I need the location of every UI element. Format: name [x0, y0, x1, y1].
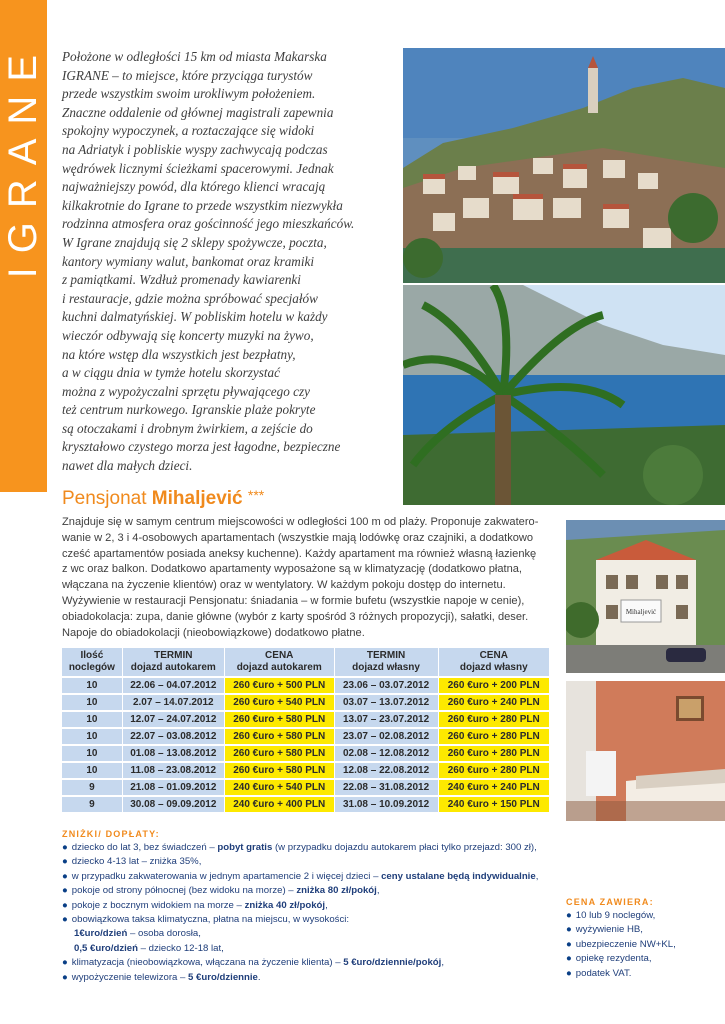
discount-item [62, 971, 562, 985]
discount-text-end: . [257, 971, 261, 983]
price-cell: 260 €uro + 280 PLN [439, 763, 550, 778]
date-cell: 13.07 – 23.07.2012 [335, 712, 439, 727]
bullet-dot-icon: ● [62, 899, 68, 911]
description-line: Wyżywienie w restauracji Pensjonatu: śniadania – w formie bufetu (wszystkie napoje w cenie), [62, 594, 525, 607]
intro-line: a w ciągu dnia w tymże hotelu skorzystać [62, 365, 280, 381]
discount-text-end: , [376, 885, 380, 897]
price-cell: 240 €uro + 540 PLN [225, 780, 335, 795]
description-line: z wc oraz balkon. Dodatkowo apartamenty wyposażone są w klimatyzację (dodatkowo płatna, [62, 563, 523, 576]
discount-highlight: pobyt gratis [217, 842, 273, 853]
bullet-dot-icon: ● [566, 967, 572, 979]
intro-line: Znaczne oddalenie od głównej magistrali zapewnia [62, 104, 334, 120]
town-hillside-photo [403, 48, 725, 283]
column-header-title: CENA [265, 650, 294, 661]
intro-line: kantory wymiany walut, bankomat oraz kramiki [62, 253, 314, 269]
column-header-subtitle: dojazd własny [352, 662, 420, 673]
date-cell: 03.07 – 13.07.2012 [335, 695, 439, 710]
discounts-list [62, 841, 562, 985]
intro-line: przede wszystkim swoim urokliwym położeniem. [62, 86, 316, 102]
intro-line: IGRANE – to miejsce, które przyciąga turystów [62, 67, 313, 83]
date-cell: 12.08 – 22.08.2012 [335, 763, 439, 778]
discount-text-end: – osoba dorosła, [127, 928, 201, 940]
includes-item [566, 909, 716, 923]
includes-item [566, 923, 716, 937]
nights-cell: 10 [62, 729, 123, 744]
description-line: Napoje do obiadokolacji (nieobowiązkowe) dodatkowo płatne. [62, 626, 365, 639]
includes-text: ubezpieczenie NW+KL, [575, 938, 676, 950]
column-header [225, 648, 335, 676]
discount-highlight: 5 €uro/dziennie [188, 971, 258, 983]
hotel-description [62, 515, 558, 641]
price-cell: 240 €uro + 240 PLN [439, 780, 550, 795]
intro-line: na Adriatyk i pobliskie wyspy zachwycają podczas [62, 141, 328, 157]
hotel-building-photo [566, 520, 725, 673]
discount-text-end: , [441, 957, 444, 969]
price-cell: 260 €uro + 200 PLN [439, 678, 550, 693]
includes-text: opiekę rezydenta, [575, 953, 652, 965]
hotel-prefix: Pensjonat [62, 488, 147, 509]
bullet-dot-icon: ● [566, 953, 572, 965]
price-includes-heading: CENA ZAWIERA: [566, 897, 654, 907]
column-header [335, 648, 439, 676]
intro-line: z pamiątkami. Wzdłuż promenady kawiarenki [62, 272, 301, 288]
discounts-heading: ZNIŻKI/ DOPŁATY: [62, 829, 160, 839]
discount-text: pokoje od strony północnej (bez widoku na morze) – [71, 885, 297, 897]
nights-cell: 10 [62, 678, 123, 693]
date-cell: 21.08 – 01.09.2012 [123, 780, 225, 795]
hotel-name: Mihaljević [151, 488, 243, 509]
destination-title: IGRANE [1, 41, 45, 279]
discount-item [62, 956, 562, 970]
nights-cell: 9 [62, 797, 123, 812]
discount-item [62, 913, 562, 927]
table-row [62, 712, 550, 727]
discount-item [62, 927, 562, 941]
price-cell: 260 €uro + 580 PLN [225, 746, 335, 761]
discount-item [62, 884, 562, 898]
hotel-room-photo [566, 681, 725, 821]
hotel-sign-text: Mihaljević [625, 608, 657, 616]
intro-line: rodzinna atmosfera oraz gościnność jego mieszkańców. [62, 216, 355, 232]
price-cell: 260 €uro + 240 PLN [439, 695, 550, 710]
includes-item [566, 967, 716, 981]
bullet-dot-icon: ● [62, 856, 68, 868]
bullet-dot-icon: ● [62, 842, 68, 853]
bullet-dot-icon: ● [566, 910, 572, 921]
intro-line: i restauracje, gdzie można spróbować specjałów [62, 290, 318, 306]
discount-highlight: zniżka 40 zł/pokój [244, 899, 326, 911]
date-cell: 02.08 – 12.08.2012 [335, 746, 439, 761]
bullet-dot-icon: ● [566, 938, 572, 950]
intro-line: wędrówek licznymi ścieżkami spacerowymi. Jednak [62, 160, 334, 176]
includes-text: wyżywienie HB, [575, 924, 643, 936]
intro-line: można z wypożyczalni sprzętu pływającego czy [62, 383, 310, 399]
price-cell: 240 €uro + 150 PLN [439, 797, 550, 812]
date-cell: 23.07 – 02.08.2012 [335, 729, 439, 744]
date-cell: 2.07 – 14.07.2012 [123, 695, 225, 710]
discount-highlight: ceny ustalane będą indywidualnie [381, 870, 536, 882]
table-row [62, 763, 550, 778]
table-row [62, 746, 550, 761]
nights-cell: 9 [62, 780, 123, 795]
bullet-dot-icon: ● [62, 870, 68, 882]
nights-cell: 10 [62, 746, 123, 761]
discount-text: dziecko do lat 3, bez świadczeń – [71, 842, 218, 853]
discount-text-end: , [535, 870, 539, 882]
intro-line: najważniejszy powód, dla którego klienci wracają [62, 179, 326, 195]
price-cell: 260 €uro + 280 PLN [439, 746, 550, 761]
date-cell: 31.08 – 10.09.2012 [335, 797, 439, 812]
description-line: obiadokolacja: zupa, danie główne (wybór z karty spośród 3 różnych propozycji), sałatki, deser. [62, 610, 529, 623]
price-cell: 260 €uro + 280 PLN [439, 712, 550, 727]
nights-cell: 10 [62, 763, 123, 778]
date-cell: 22.07 – 03.08.2012 [123, 729, 225, 744]
table-row [62, 729, 550, 744]
bullet-dot-icon: ● [62, 971, 68, 983]
includes-item [566, 938, 716, 952]
column-header-subtitle: dojazd własny [459, 662, 528, 673]
hotel-stars: *** [247, 487, 265, 503]
includes-text: podatek VAT. [575, 967, 632, 979]
column-header [123, 648, 225, 676]
includes-item [566, 952, 716, 966]
intro-line: są otoczakami i drobnym żwirkiem, a zejście do [62, 420, 313, 436]
discount-item [62, 855, 562, 869]
discount-text: pokoje z bocznym widokiem na morze – [71, 899, 245, 911]
discount-text: wypożyczenie telewizora – [71, 971, 189, 983]
column-header-title: TERMIN [366, 650, 406, 661]
discount-text: dziecko 4-13 lat – zniżka 35%, [71, 856, 202, 868]
sidebar-banner [0, 0, 47, 492]
date-cell: 22.08 – 31.08.2012 [335, 780, 439, 795]
column-header-title: TERMIN [154, 650, 193, 661]
discount-item [62, 942, 562, 956]
intro-line: Położone w odległości 15 km od miasta Makarska [62, 49, 327, 64]
intro-line: też centrum nurkowego. Igranskie plaże pokryte [62, 402, 316, 418]
date-cell: 22.06 – 04.07.2012 [123, 678, 225, 693]
discount-highlight: 0,5 €uro/dzień [74, 942, 138, 954]
includes-text: 10 lub 9 noclegów, [575, 910, 656, 921]
price-cell: 260 €uro + 580 PLN [225, 712, 335, 727]
price-cell: 260 €uro + 580 PLN [225, 763, 335, 778]
price-table-header [62, 648, 550, 676]
discount-text: w przypadku zakwaterowania w jednym apartamencie 2 i więcej dzieci – [71, 870, 382, 882]
description-line: wanie w 2, 3 i 4-osobowych apartamentach (wszystkie mają lodówkę oraz czajniki, a dodatkowo [62, 531, 534, 544]
date-cell: 23.06 – 03.07.2012 [335, 678, 439, 693]
intro-line: nawet dla małych dzieci. [62, 458, 193, 474]
column-header-title: CENA [479, 650, 508, 661]
intro-line: na które wstęp dla wszystkich jest bezpłatny, [62, 346, 296, 362]
discount-text: obowiązkowa taksa klimatyczna, płatna na miejscu, w wysokości: [71, 914, 350, 926]
intro-line: spokojny wypoczynek, a roztaczające się widoki [62, 123, 315, 139]
discount-item [62, 870, 562, 884]
palm-sea-photo [403, 285, 725, 505]
price-cell: 260 €uro + 280 PLN [439, 729, 550, 744]
intro-text [62, 48, 397, 476]
nights-cell: 10 [62, 712, 123, 727]
price-table [62, 646, 550, 814]
column-header-subtitle: dojazd autokarem [130, 662, 216, 673]
discount-item [62, 841, 562, 855]
nights-cell: 10 [62, 695, 123, 710]
discount-text-end: – dziecko 12-18 lat, [137, 942, 224, 954]
date-cell: 01.08 – 13.08.2012 [123, 746, 225, 761]
price-cell: 260 €uro + 500 PLN [225, 678, 335, 693]
price-includes-list [566, 909, 716, 981]
column-header [62, 648, 123, 676]
price-cell: 260 €uro + 540 PLN [225, 695, 335, 710]
column-header-title: Ilość [80, 650, 104, 661]
bullet-dot-icon: ● [566, 924, 572, 936]
bullet-dot-icon: ● [62, 885, 68, 897]
table-row [62, 797, 550, 812]
discount-text-end: (w przypadku dojazdu autokarem płaci tylko przejazd: 300 zł), [272, 842, 537, 853]
discount-highlight: 5 €uro/dziennie/pokój [343, 957, 442, 969]
intro-line: kilkakrotnie do Igrane to przede wszystkim niezwykła [62, 197, 343, 213]
discount-highlight: zniżka 80 zł/pokój [296, 885, 377, 897]
description-line: Znajduje się w samym centrum miejscowości w odległości 100 m od plaży. Proponuje zakwatero- [62, 516, 539, 528]
discount-highlight: 1€uro/dzień [74, 928, 128, 940]
table-row [62, 695, 550, 710]
intro-line: wieczór odbywają się koncerty muzyki na żywo, [62, 327, 314, 343]
column-header-subtitle: noclegów [68, 662, 115, 673]
date-cell: 12.07 – 24.07.2012 [123, 712, 225, 727]
table-row [62, 678, 550, 693]
price-cell: 240 €uro + 400 PLN [225, 797, 335, 812]
discount-text: klimatyzacja (nieobowiązkowa, włączana na życzenie klienta) – [71, 957, 344, 969]
description-line: cześć apartamentów posiada aneksy kuchenne). Każdy apartament ma również własną łazienkę [62, 547, 537, 560]
column-header [439, 648, 550, 676]
price-cell: 260 €uro + 580 PLN [225, 729, 335, 744]
date-cell: 11.08 – 23.08.2012 [123, 763, 225, 778]
date-cell: 30.08 – 09.09.2012 [123, 797, 225, 812]
intro-line: kryształowo czystego morza jest łagodne, bezpieczne [62, 439, 341, 455]
discount-item [62, 899, 562, 913]
column-header-subtitle: dojazd autokarem [236, 662, 322, 673]
discount-text-end: , [325, 899, 328, 911]
intro-line: kuchni dalmatyńskiej. W pobliskim hotelu w każdy [62, 309, 328, 325]
intro-line: W Igrane znajdują się 2 sklepy spożywcze, poczta, [62, 234, 327, 250]
description-line: włączana na życzenie klientów) oraz w wentylatory. W każdym pokoju dostęp do internetu. [62, 579, 506, 592]
bullet-dot-icon: ● [62, 957, 68, 969]
table-row [62, 780, 550, 795]
price-table-body [62, 678, 550, 812]
hotel-title [62, 487, 264, 510]
bullet-dot-icon: ● [62, 914, 68, 926]
